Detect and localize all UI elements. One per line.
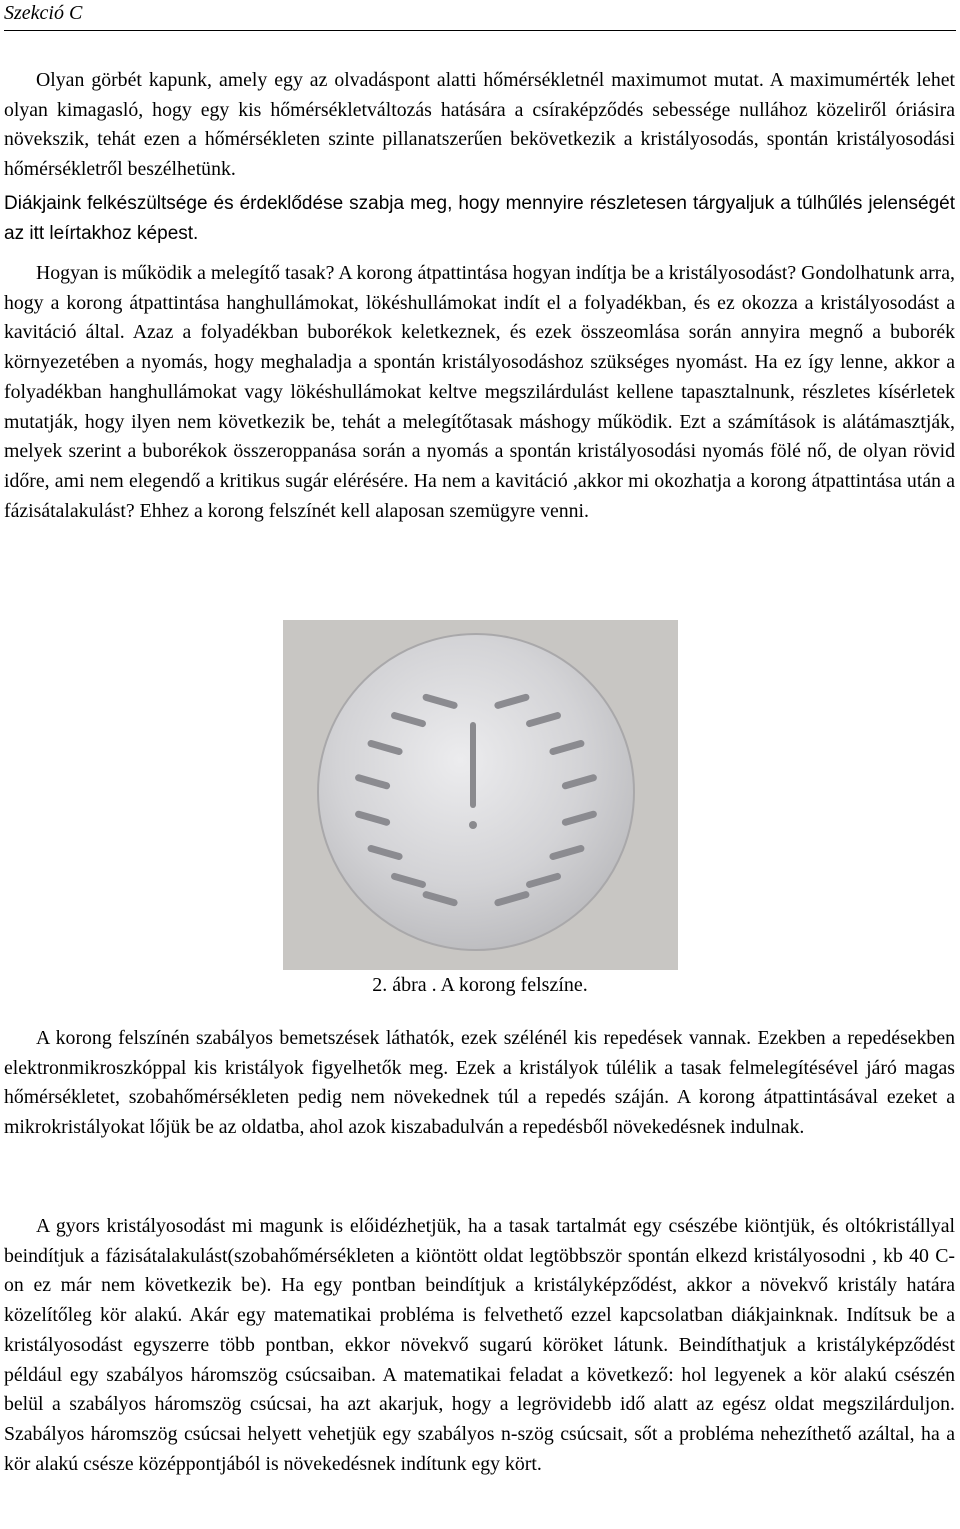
paragraph-1b: Diákjaink felkészültsége és érdeklődése szabja meg, hogy mennyire részletesen tárgyaljuk a túlhűlés jelenségét az itt leírtakhoz képest. [4, 193, 955, 244]
paragraph-2: Hogyan is működik a melegítő tasak? A korong átpattintása hogyan indítja be a kristályosodást? Gondolhatunk arra, hogy a korong átpattintása hanghullámokat, lökéshullámokat indít el a folyadékban, és ez okozza a kristályosodást a kavitáció által. Azaz a folyadékban buborékok keletkeznek, és ezek összeomlása során annyira megnő a buborék környezetében a nyomás, hogy meghaladja a spontán kristályosodáshoz szükséges nyomást. Ha ez így lenne, akkor a folyadékban hanghullámokat vagy lökéshullámokat keltve megszilárdulást kellene tapasztalnunk, részletes kísérletek mutatják, hogy ilyen nem következik be, tehát a melegítőtasak máshogy működik. Ezt a számítások is alátámasztják, melyek szerint a buborékok összeroppanása során a nyomás a spontán kristályosodási nyomás fölé nő, de olyan rövid időre, ami nem elegendő a kritikus sugár elérésére. Ha nem a kavitáció ,akkor mi okozhatja a korong átpattintása után a fázisátalakulást? Ehhez a korong felszínét kell alaposan szemügyre venni. [4, 262, 955, 522]
paragraph-1: Olyan görbét kapunk, amely egy az olvadáspont alatti hőmérsékletnél maximumot mutat. A maximumérték lehet olyan kimagasló, hogy egy kis hőmérsékletváltozás hatására a csíraképződés sebessége nullához közeliről óriásira növekszik, tehát ezen a hőmérsékleten szinte pillanatszerűen bekövetkezik a kristályosodás, spontán kristályosodási hőmérsékletről beszélhetünk. [4, 69, 955, 181]
figure-caption: 2. ábra . A korong felszíne. [372, 974, 588, 996]
disc-photo [283, 620, 678, 970]
page-header [4, 0, 956, 31]
disc-illustration [283, 620, 678, 970]
section-title: Szekció C [4, 2, 83, 24]
paragraph-4: A gyors kristályosodást mi magunk is előidézhetjük, ha a tasak tartalmát egy csészébe kiöntjük, és oltókristállyal beindítjuk a fázisátalakulást(szobahőmérsékleten a kiöntött oldat legtöbbször spontán elkezd kristályosodni , kb 40 C-on ez már nem következik be). Ha egy pontban beindítjuk a kristályképződést, akkor a növekvő kristály határa közelítőleg kör alakú. Akár egy matematikai probléma is felvethető ezzel kapcsolatban diákjainknak. Indítsuk be a kristályosodást egyszerre több pontban, ekkor növekvő sugarú köröket látunk. Beindíthatjuk a kristályképződést például egy szabályos háromszög csúcsaiban. A matematikai feladat a következő: hol legyenek a kör alakú csészén belül a szabályos háromszög csúcsai, ha azt akarjuk, hogy a legrövidebb idő alatt az egész oldat megszilárduljon. Szabályos háromszög csúcsai helyett vehetjük egy szabályos n-szög csúcsait, sőt a probléma nehezíthető azáltal, ha a kör alakú csésze középpontjából is növekedésnek indítunk egy kört. [4, 1215, 955, 1475]
paragraph-3: A korong felszínén szabályos bemetszések láthatók, ezek szélénél kis repedések vannak. Ezekben a repedésekben elektronmikroszkóppal kis kristályok figyelhetők meg. Ezek a kristályok túlélik a tasak felmelegítésével járó magas hőmérsékletet, szobahőmérsékleten pedig nem növekednek túl a repedés száján. A korong átpattintásával ezeket a mikrokristályokat lőjük be az oldatba, ahol azok kiszabadulván a repedésből növekedésnek indulnak. [4, 1027, 955, 1139]
